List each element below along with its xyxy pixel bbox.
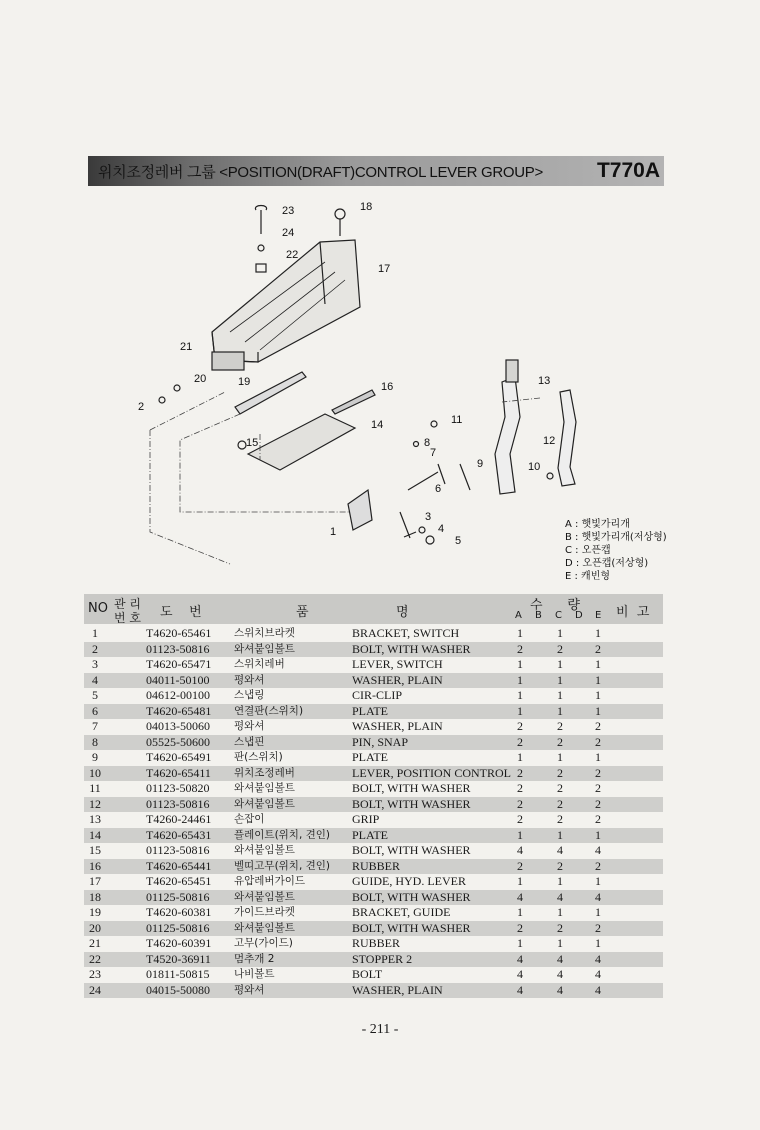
switch-bracket xyxy=(348,490,372,530)
table-row xyxy=(84,626,663,642)
callout-15: 15 xyxy=(246,437,259,449)
parts-table-body xyxy=(84,626,663,998)
part-no: 16 xyxy=(89,858,101,873)
qty-c: 2 xyxy=(557,765,563,780)
qty-e: 4 xyxy=(595,843,601,857)
part-name-en: BRACKET, GUIDE xyxy=(352,905,451,919)
callout-10: 10 xyxy=(528,461,541,473)
qty-e: 2 xyxy=(595,812,601,826)
qty-a: 4 xyxy=(517,967,523,981)
part-no: 19 xyxy=(89,905,101,919)
part-no: 17 xyxy=(89,874,101,888)
table-row xyxy=(84,905,663,921)
qty-a: 1 xyxy=(517,905,523,919)
table-row xyxy=(84,750,663,766)
model-legend xyxy=(565,518,667,583)
callout-19: 19 xyxy=(238,376,251,388)
part-code: 04015-50080 xyxy=(146,982,210,997)
part-no: 7 xyxy=(92,719,98,733)
qty-c: 1 xyxy=(557,626,563,640)
part-no: 10 xyxy=(89,765,101,780)
callout-16: 16 xyxy=(381,381,394,393)
qty-c: 1 xyxy=(557,657,563,671)
qty-a: 4 xyxy=(517,889,523,904)
part-no: 5 xyxy=(92,688,98,702)
parts-table-header xyxy=(84,594,663,624)
part-no: 15 xyxy=(89,843,101,857)
table-row xyxy=(84,781,663,797)
qty-a: 2 xyxy=(517,796,523,811)
qty-c: 1 xyxy=(557,750,563,764)
qty-e: 4 xyxy=(595,967,601,981)
part-code: 01125-50816 xyxy=(146,920,210,935)
part-no: 3 xyxy=(92,657,98,671)
header-code: 도 번 xyxy=(160,605,202,620)
part-name-en: BOLT, WITH WASHER xyxy=(352,781,471,795)
table-row xyxy=(84,657,663,673)
part-name-kr: 멈추개 2 xyxy=(234,952,275,965)
legend-d: D : 오픈캡(저상형) xyxy=(565,558,649,569)
part-code: T4620-65461 xyxy=(146,626,212,640)
qty-a: 1 xyxy=(517,672,523,687)
table-row xyxy=(84,874,663,890)
qty-a: 2 xyxy=(517,812,523,826)
qty-c: 2 xyxy=(557,719,563,733)
callout-18: 18 xyxy=(360,201,373,213)
qty-a: 2 xyxy=(517,641,523,656)
qty-e: 4 xyxy=(595,982,601,997)
qty-a: 4 xyxy=(517,982,523,997)
qty-e: 2 xyxy=(595,734,601,749)
qty-c: 1 xyxy=(557,827,563,842)
part-code: 04011-50100 xyxy=(146,672,210,687)
part-name-kr: 와셔붙임볼트 xyxy=(234,890,295,903)
qty-c: 2 xyxy=(557,812,563,826)
qty-e: 1 xyxy=(595,626,601,640)
part-name-en: LEVER, POSITION CONTROL xyxy=(352,765,511,780)
qty-e: 1 xyxy=(595,936,601,950)
header-b: B xyxy=(535,610,542,621)
part-name-en: GUIDE, HYD. LEVER xyxy=(352,874,466,888)
callout-24: 24 xyxy=(282,227,295,239)
part-name-en: BRACKET, SWITCH xyxy=(352,626,460,640)
qty-c: 1 xyxy=(557,672,563,687)
table-row xyxy=(84,859,663,875)
part-name-en: WASHER, PLAIN xyxy=(352,672,443,687)
part-code: T4520-36911 xyxy=(146,951,211,966)
callout-17: 17 xyxy=(378,263,391,275)
part-name-kr: 와셔붙임볼트 xyxy=(234,844,295,856)
callout-3: 3 xyxy=(425,511,432,523)
callout-12: 12 xyxy=(543,435,556,447)
header-d: D xyxy=(575,610,583,621)
part-name-en: STOPPER 2 xyxy=(352,951,413,966)
part-name-en: PLATE xyxy=(352,703,388,718)
qty-e: 2 xyxy=(595,719,601,733)
part-name-kr: 플레이트(위치, 견인) xyxy=(234,828,331,841)
qty-a: 1 xyxy=(517,874,523,888)
part-no: 24 xyxy=(89,982,101,997)
header-e: E xyxy=(595,610,602,621)
part-no: 21 xyxy=(89,936,101,950)
part-name-kr: 스냅핀 xyxy=(234,735,265,748)
qty-e: 2 xyxy=(595,765,601,780)
part-name-kr: 벨띠고무(위치, 견인) xyxy=(234,859,331,872)
callout-11: 11 xyxy=(451,414,463,426)
part-no: 6 xyxy=(92,703,98,718)
part-name-kr: 손잡이 xyxy=(234,813,265,825)
part-name-kr: 유압레버가이드 xyxy=(234,875,306,887)
part-code: T4620-65481 xyxy=(146,703,212,718)
part-code: 04013-50060 xyxy=(146,719,210,733)
qty-a: 2 xyxy=(517,765,523,780)
qty-e: 1 xyxy=(595,874,601,888)
qty-a: 1 xyxy=(517,703,523,718)
qty-c: 1 xyxy=(557,936,563,950)
table-row xyxy=(84,673,663,689)
rubber-guide xyxy=(212,352,244,370)
part-code: 01123-50816 xyxy=(146,641,210,656)
part-name-kr: 와셔붙임볼트 xyxy=(234,921,295,934)
qty-e: 2 xyxy=(595,781,601,795)
legend-e: E : 캐빈형 xyxy=(565,571,611,582)
part-code: T4620-65411 xyxy=(146,765,211,780)
part-no: 14 xyxy=(89,827,101,842)
part-code: 04612-00100 xyxy=(146,688,210,702)
part-name-en: LEVER, SWITCH xyxy=(352,657,443,671)
callout-5: 5 xyxy=(455,535,462,547)
part-code: T4620-65451 xyxy=(146,874,212,888)
part-name-kr: 나비볼트 xyxy=(234,968,275,980)
plate xyxy=(248,414,355,470)
part-name-en: BOLT, WITH WASHER xyxy=(352,641,471,656)
callout-4: 4 xyxy=(438,523,445,535)
qty-c: 2 xyxy=(557,920,563,935)
part-code: T4620-65491 xyxy=(146,750,212,764)
part-code: 01125-50816 xyxy=(146,889,210,904)
rubber-strip xyxy=(332,390,375,414)
part-no: 8 xyxy=(92,734,98,749)
qty-a: 1 xyxy=(517,657,523,671)
header-name-left: 품 xyxy=(296,605,309,620)
table-row xyxy=(84,642,663,658)
page-number: - 211 - xyxy=(361,1022,399,1037)
qty-e: 1 xyxy=(595,827,601,842)
part-code: T4620-65441 xyxy=(146,858,212,873)
callout-6: 6 xyxy=(435,483,442,495)
table-row xyxy=(84,797,663,813)
qty-e: 2 xyxy=(595,920,601,935)
header-qty: 수 량 xyxy=(530,598,580,613)
table-row xyxy=(84,719,663,735)
header-no: NO xyxy=(88,601,108,616)
part-name-kr: 연결판(스위치) xyxy=(234,704,304,717)
qty-c: 2 xyxy=(557,641,563,656)
table-row xyxy=(84,983,663,999)
callout-9: 9 xyxy=(477,458,484,470)
table-row xyxy=(84,952,663,968)
part-no: 2 xyxy=(92,641,98,656)
qty-c: 2 xyxy=(557,781,563,795)
qty-a: 1 xyxy=(517,750,523,764)
part-name-kr: 평와셔 xyxy=(234,673,265,686)
qty-a: 2 xyxy=(517,719,523,733)
qty-a: 2 xyxy=(517,920,523,935)
title-bar xyxy=(88,156,664,186)
part-name-en: WASHER, PLAIN xyxy=(352,719,443,733)
qty-e: 1 xyxy=(595,657,601,671)
part-name-en: WASHER, PLAIN xyxy=(352,982,443,997)
part-code: 01123-50816 xyxy=(146,843,210,857)
qty-a: 1 xyxy=(517,936,523,950)
part-name-en: CIR-CLIP xyxy=(352,688,403,702)
part-code: T4620-65471 xyxy=(146,657,212,671)
qty-c: 1 xyxy=(557,688,563,702)
part-code: T4620-65431 xyxy=(146,827,212,842)
table-row xyxy=(84,921,663,937)
part-name-en: BOLT, WITH WASHER xyxy=(352,796,471,811)
table-row xyxy=(84,735,663,751)
part-name-kr: 와셔붙임볼트 xyxy=(234,797,295,810)
qty-c: 2 xyxy=(557,734,563,749)
part-no: 18 xyxy=(89,889,101,904)
part-name-kr: 위치조정레버 xyxy=(234,766,295,779)
part-no: 9 xyxy=(92,750,98,764)
qty-c: 1 xyxy=(557,874,563,888)
qty-a: 2 xyxy=(517,781,523,795)
qty-a: 4 xyxy=(517,843,523,857)
table-row xyxy=(84,812,663,828)
qty-a: 1 xyxy=(517,827,523,842)
part-name-en: PIN, SNAP xyxy=(352,734,409,749)
part-name-en: PLATE xyxy=(352,750,388,764)
part-code: 01123-50816 xyxy=(146,796,210,811)
table-row xyxy=(84,704,663,720)
header-name-right: 명 xyxy=(396,605,409,620)
callout-1: 1 xyxy=(330,526,337,538)
part-code: 01811-50815 xyxy=(146,967,210,981)
part-name-kr: 평와셔 xyxy=(234,983,265,996)
qty-e: 4 xyxy=(595,951,601,966)
qty-c: 4 xyxy=(557,843,563,857)
qty-e: 2 xyxy=(595,858,601,873)
legend-c: C : 오픈캡 xyxy=(565,545,611,556)
part-no: 23 xyxy=(89,967,101,981)
part-no: 11 xyxy=(89,781,101,795)
part-no: 4 xyxy=(92,672,98,687)
part-no: 1 xyxy=(92,626,98,640)
qty-e: 2 xyxy=(595,641,601,656)
part-name-en: BOLT xyxy=(352,967,383,981)
table-row xyxy=(84,936,663,952)
header-mgmt-bottom: 번 호 xyxy=(114,611,141,625)
model-label: T770A xyxy=(596,159,660,182)
part-name-en: GRIP xyxy=(352,812,380,826)
page-title: 위치조정레버 그룹 <POSITION(DRAFT)CONTROL LEVER GROUP> xyxy=(98,163,543,181)
part-code: T4260-24461 xyxy=(146,812,212,826)
part-no: 13 xyxy=(89,812,101,826)
table-row xyxy=(84,890,663,906)
part-name-en: RUBBER xyxy=(352,936,401,950)
callout-23: 23 xyxy=(282,205,295,217)
part-name-en: RUBBER xyxy=(352,858,401,873)
qty-c: 4 xyxy=(557,982,563,997)
callout-13: 13 xyxy=(538,375,551,387)
part-no: 22 xyxy=(89,951,101,966)
table-row xyxy=(84,766,663,782)
part-code: T4620-60391 xyxy=(146,936,212,950)
part-name-kr: 스위치브라켓 xyxy=(234,627,295,639)
qty-e: 1 xyxy=(595,750,601,764)
header-c: C xyxy=(555,610,562,621)
part-name-en: PLATE xyxy=(352,827,388,842)
header-remark: 비 고 xyxy=(616,605,650,620)
part-name-kr: 판(스위치) xyxy=(234,751,283,763)
part-name-kr: 와셔붙임볼트 xyxy=(234,782,295,794)
header-a: A xyxy=(515,610,522,621)
qty-e: 2 xyxy=(595,796,601,811)
qty-a: 1 xyxy=(517,688,523,702)
qty-c: 1 xyxy=(557,905,563,919)
qty-e: 1 xyxy=(595,672,601,687)
callout-14: 14 xyxy=(371,419,384,431)
callout-8: 8 xyxy=(424,437,431,449)
qty-a: 2 xyxy=(517,858,523,873)
part-code: T4620-60381 xyxy=(146,905,212,919)
qty-c: 4 xyxy=(557,967,563,981)
callout-7: 7 xyxy=(430,447,437,459)
qty-a: 2 xyxy=(517,734,523,749)
part-code: 05525-50600 xyxy=(146,734,210,749)
table-row xyxy=(84,967,663,983)
qty-c: 4 xyxy=(557,889,563,904)
callout-20: 20 xyxy=(194,373,207,385)
callout-22: 22 xyxy=(286,249,299,261)
legend-a: A : 햇빛가리개 xyxy=(565,519,630,530)
part-name-en: BOLT, WITH WASHER xyxy=(352,843,471,857)
qty-e: 1 xyxy=(595,905,601,919)
position-control-lever xyxy=(495,377,520,494)
qty-c: 4 xyxy=(557,951,563,966)
part-no: 12 xyxy=(89,796,101,811)
part-name-kr: 스냅링 xyxy=(234,689,265,701)
qty-a: 1 xyxy=(517,626,523,640)
callout-21: 21 xyxy=(180,341,193,353)
part-name-kr: 스위치레버 xyxy=(234,658,285,670)
qty-e: 1 xyxy=(595,703,601,718)
table-row xyxy=(84,688,663,704)
header-mgmt-top: 관 리 xyxy=(114,597,141,611)
part-name-kr: 와셔붙임볼트 xyxy=(234,642,295,655)
part-name-en: BOLT, WITH WASHER xyxy=(352,920,471,935)
qty-c: 2 xyxy=(557,796,563,811)
legend-b: B : 햇빛가리개(저상형) xyxy=(565,532,667,543)
table-row xyxy=(84,843,663,859)
part-name-kr: 가이드브라켓 xyxy=(234,906,295,918)
part-name-kr: 평와셔 xyxy=(234,720,265,732)
part-name-en: BOLT, WITH WASHER xyxy=(352,889,471,904)
qty-e: 4 xyxy=(595,889,601,904)
part-code: 01123-50820 xyxy=(146,781,210,795)
part-name-kr: 고무(가이드) xyxy=(234,937,293,949)
qty-e: 1 xyxy=(595,688,601,702)
part-no: 20 xyxy=(89,920,101,935)
qty-c: 2 xyxy=(557,858,563,873)
callout-2: 2 xyxy=(138,401,145,413)
qty-a: 4 xyxy=(517,951,523,966)
qty-c: 1 xyxy=(557,703,563,718)
table-row xyxy=(84,828,663,844)
